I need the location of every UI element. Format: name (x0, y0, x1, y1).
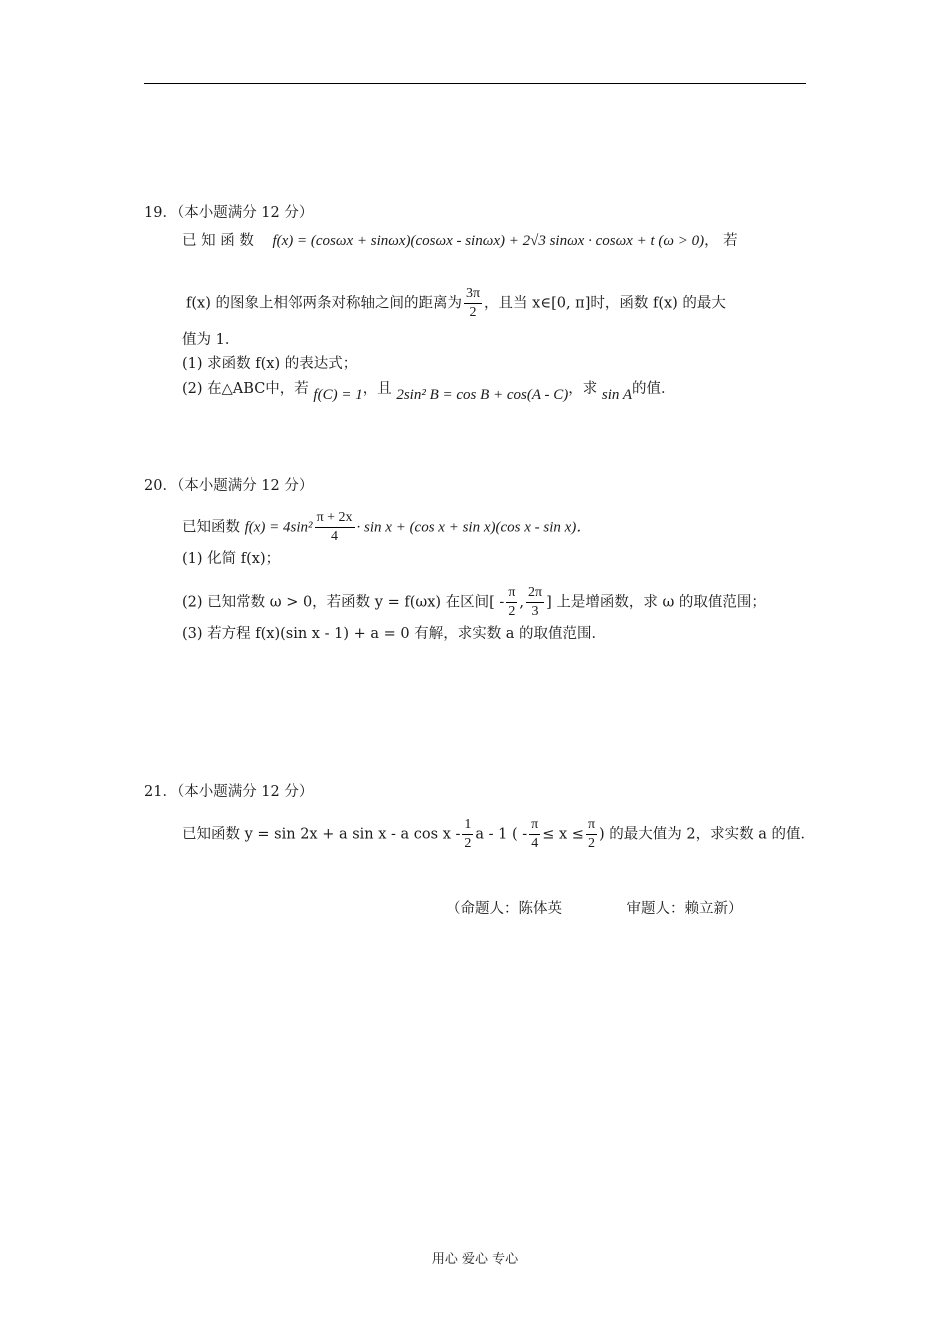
problem-21-header: 21．（本小题满分 12 分） (144, 784, 314, 800)
problem-20-question-1: (1) 化简 f(x)； (182, 551, 281, 567)
authors-line: （命题人：陈体英 审题人：赖立新） (446, 901, 743, 917)
page-footer: 用心 爱心 专心 (431, 1252, 519, 1267)
problem-20-question-2: (2) 已知常数 ω > 0，若函数 y = f(ωx) 在区间[ - $\frac{\pi}{2}$ , $\frac{2\pi}{3}$ ] 上是增函数，求 ω 的取值范围； (182, 585, 766, 619)
problem-19-question-2: (2) 在△ABC中，若 f(C) = 1，且 2sin² B = cos B + cos(A - C)，求 sin A的值． (182, 381, 676, 403)
top-rule (144, 83, 806, 84)
problem-19-header: 19．（本小题满分 12 分） (144, 205, 314, 221)
problem-20-question-3: (3) 若方程 f(x)(sin x - 1) + a = 0 有解，求实数 a 的取值范围． (182, 626, 607, 642)
problem-19-line2: f(x) 的图象上相邻两条对称轴之间的距离为 $\frac{3\pi}{2}$ ，且当 x∈[0, π]时，函数 f(x) 的最大 (186, 286, 726, 320)
problem-19-line3: 值为 1． (182, 332, 240, 348)
problem-19-function: f(x) = (cosωx + sinωx)(cosωx - sinωx) + 2√3 sinωx · cosωx + t (ω > 0) (272, 233, 705, 249)
problem-21-line1: 已知函数 y = sin 2x + a sin x - a cos x - $\frac{1}{2}$ a - 1 ( - $\frac{\pi}{4}$ ≤ x ≤ $\frac{\pi}{2}$ ) 的最大值为 2，求实数 a 的值． (182, 817, 815, 851)
problem-19-line1: 已 知 函 数 f(x) = (cosωx + sinωx)(cosωx - sinωx) + 2√3 sinωx · cosωx + t (ω > 0)， 若 (182, 233, 738, 249)
problem-20-line1: 已知函数 f(x) = 4sin² $\frac{\pi + 2x}{4}$ · sin x + (cos x + sin x)(cos x - sin x)． (182, 510, 592, 544)
problem-19-question-1: (1) 求函数 f(x) 的表达式； (182, 356, 358, 372)
problem-20-header: 20．（本小题满分 12 分） (144, 478, 314, 494)
